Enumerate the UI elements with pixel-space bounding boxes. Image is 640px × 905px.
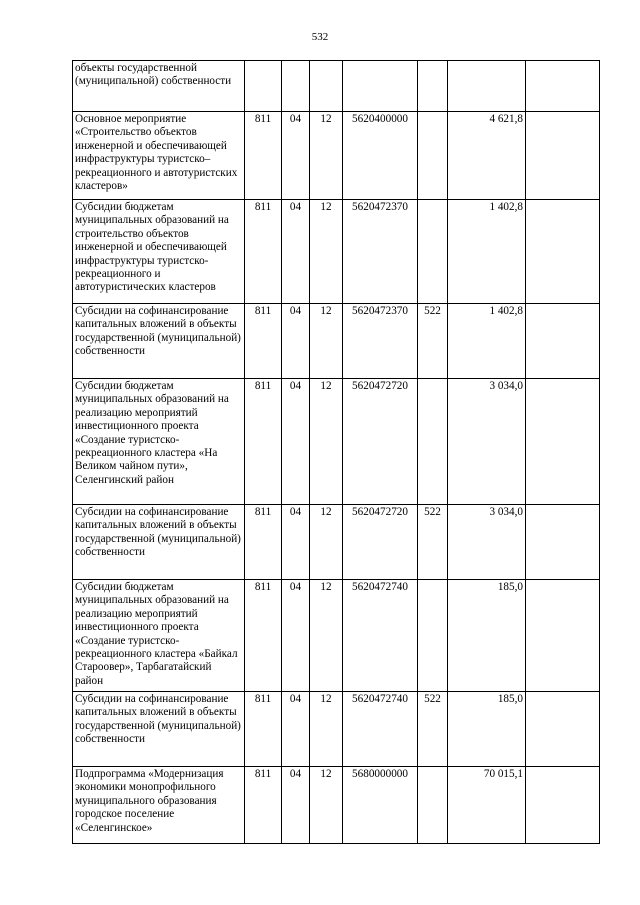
cell-csr: 5620400000 — [343, 112, 418, 200]
cell-name: Субсидии бюджетам муниципальных образований на реализацию мероприятий инвестиционного проекта «Создание туристско-рекреационного кластера «На Великом чайном пути», Селенгинский район — [73, 379, 245, 505]
cell-sum: 1 402,8 — [448, 200, 526, 304]
cell-vr — [418, 200, 448, 304]
cell-empty — [526, 692, 600, 767]
cell-empty — [526, 200, 600, 304]
cell-grbs: 811 — [245, 379, 282, 505]
page-number: 532 — [311, 31, 329, 43]
cell-csr: 5620472370 — [343, 304, 418, 379]
cell-vr — [418, 767, 448, 844]
cell-rz: 04 — [282, 767, 310, 844]
cell-sum: 185,0 — [448, 580, 526, 692]
cell-sum: 3 034,0 — [448, 379, 526, 505]
cell-sum: 4 621,8 — [448, 112, 526, 200]
cell-grbs: 811 — [245, 200, 282, 304]
table-row — [73, 580, 600, 692]
cell-grbs: 811 — [245, 505, 282, 580]
cell-sum: 185,0 — [448, 692, 526, 767]
cell-grbs: 811 — [245, 112, 282, 200]
table-row — [73, 767, 600, 844]
cell-csr: 5620472720 — [343, 379, 418, 505]
cell-sum: 1 402,8 — [448, 304, 526, 379]
cell-name: Подпрограмма «Модернизация экономики монопрофильного муниципального образования городское поселение «Селенгинское» — [73, 767, 245, 844]
cell-pr: 12 — [310, 112, 343, 200]
cell-rz: 04 — [282, 112, 310, 200]
cell-name: Субсидии бюджетам муниципальных образований на реализацию мероприятий инвестиционного проекта «Создание туристско-рекреационного кластера «Байкал Староовер», Тарбагатайский район — [73, 580, 245, 692]
cell-pr: 12 — [310, 304, 343, 379]
cell-vr: 522 — [418, 304, 448, 379]
cell-csr: 5620472370 — [343, 200, 418, 304]
cell-csr — [343, 61, 418, 112]
cell-pr: 12 — [310, 767, 343, 844]
cell-empty — [526, 112, 600, 200]
cell-grbs: 811 — [245, 767, 282, 844]
cell-pr: 12 — [310, 505, 343, 580]
cell-grbs: 811 — [245, 304, 282, 379]
cell-empty — [526, 304, 600, 379]
cell-rz: 04 — [282, 379, 310, 505]
cell-empty — [526, 379, 600, 505]
cell-rz — [282, 61, 310, 112]
cell-empty — [526, 61, 600, 112]
table-row — [73, 61, 600, 112]
cell-grbs: 811 — [245, 692, 282, 767]
cell-vr — [418, 580, 448, 692]
table-row — [73, 379, 600, 505]
cell-pr: 12 — [310, 580, 343, 692]
table-row — [73, 200, 600, 304]
cell-grbs: 811 — [245, 580, 282, 692]
cell-vr — [418, 112, 448, 200]
cell-pr — [310, 61, 343, 112]
budget-table — [72, 60, 600, 844]
cell-vr — [418, 61, 448, 112]
cell-csr: 5620472740 — [343, 692, 418, 767]
cell-rz: 04 — [282, 505, 310, 580]
cell-name: Субсидии бюджетам муниципальных образований на строительство объектов инженерной и обеспечивающей инфраструктуры туристско-рекреационного и автотуристических кластеров — [73, 200, 245, 304]
cell-sum: 3 034,0 — [448, 505, 526, 580]
table-row — [73, 505, 600, 580]
cell-name: Основное мероприятие «Строительство объектов инженерной и обеспечивающей инфраструктуры туристско–рекреационного и автотуристских кластеров» — [73, 112, 245, 200]
cell-sum — [448, 61, 526, 112]
cell-rz: 04 — [282, 580, 310, 692]
table-row — [73, 112, 600, 200]
cell-csr: 5680000000 — [343, 767, 418, 844]
cell-pr: 12 — [310, 379, 343, 505]
cell-name: Субсидии на софинансирование капитальных вложений в объекты государственной (муниципальной) собственности — [73, 304, 245, 379]
cell-rz: 04 — [282, 304, 310, 379]
cell-pr: 12 — [310, 692, 343, 767]
cell-name: объекты государственной (муниципальной) собственности — [73, 61, 245, 112]
cell-rz: 04 — [282, 692, 310, 767]
cell-name: Субсидии на софинансирование капитальных вложений в объекты государственной (муниципальной) собственности — [73, 692, 245, 767]
cell-csr: 5620472720 — [343, 505, 418, 580]
cell-sum: 70 015,1 — [448, 767, 526, 844]
cell-csr: 5620472740 — [343, 580, 418, 692]
table-row — [73, 692, 600, 767]
cell-empty — [526, 505, 600, 580]
table-row — [73, 304, 600, 379]
cell-vr: 522 — [418, 505, 448, 580]
cell-empty — [526, 767, 600, 844]
cell-empty — [526, 580, 600, 692]
cell-vr: 522 — [418, 692, 448, 767]
cell-vr — [418, 379, 448, 505]
cell-grbs — [245, 61, 282, 112]
cell-pr: 12 — [310, 200, 343, 304]
cell-rz: 04 — [282, 200, 310, 304]
cell-name: Субсидии на софинансирование капитальных вложений в объекты государственной (муниципальной) собственности — [73, 505, 245, 580]
